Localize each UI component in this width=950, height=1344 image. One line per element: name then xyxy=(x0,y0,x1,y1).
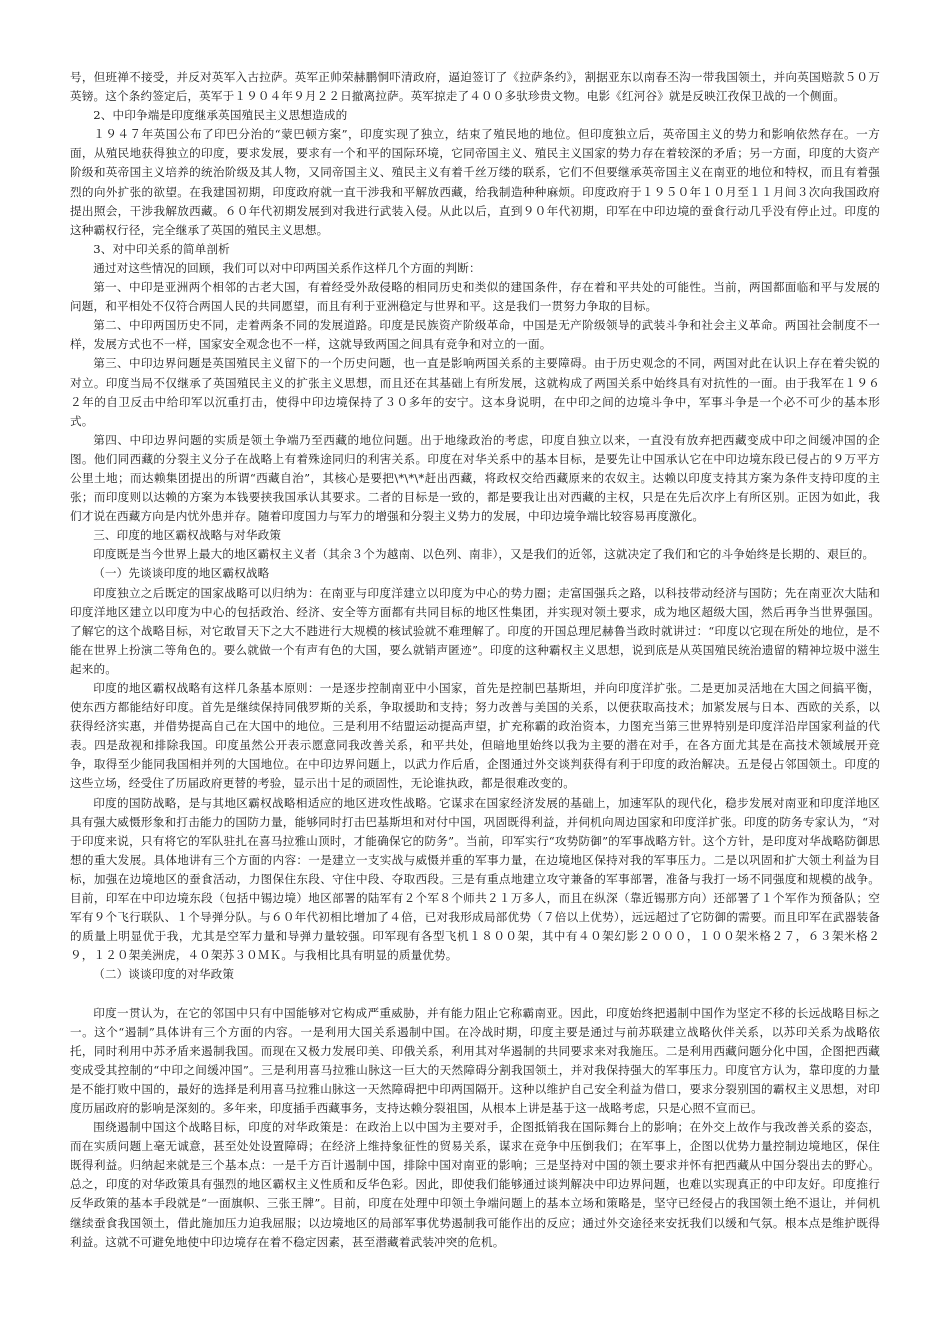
paragraph: 号，但班禅不接受，并反对英军入古拉萨。英军正帅荣赫鹏恫吓清政府，逼迫签订了《拉萨条约》，割据亚东以南春丕沟一带我国领土，并向英国赔款５０万英镑。这个条约签定后，英军于１９０４年９月２２日撤离拉萨。英军掠走了４００多驮珍贵文物。电影《红河谷》就是反映江孜保卫战的一个侧面。 xyxy=(70,70,880,104)
paragraph: 第四、中印边界问题的实质是领土争端乃至西藏的地位问题。出于地缘政治的考虑，印度自独立以来，一直没有放弃把西藏变成中印之间缓冲国的企图。他们同西藏的分裂主义分子在战略上有着殊途同归的利害关系。印度在对华关系中的基本目标，是要先让中国承认它在中印边境东段已侵占的９万平方公里土地；而达赖集团提出的所谓“西藏自治”，其核心是要把\*\*\*赶出西藏，将政权交给西藏原来的农奴主。达赖以印度支持其方案为条件支持印度的主张；而印度则以达赖的方案为本钱要挟我国承认其要求。二者的目标是一致的，都是要我让出对西藏的主权，只是在先后次序上有所区别。正因为如此，我们才说在西藏方向是内忧外患并存。随着印度国力与军力的增强和分裂主义势力的发展，中印边境争端比较容易再度激化。 xyxy=(70,432,880,524)
section-heading: 三、印度的地区霸权战略与对华政策 xyxy=(93,528,282,543)
section-heading: 3、对中印关系的简单剖析 xyxy=(93,241,230,256)
paragraph: 第二、中印两国历史不同，走着两条不同的发展道路。印度是民族资产阶级革命，中国是无产阶级领导的武装斗争和社会主义革命。两国社会制度不一样，发展方式也不一样，国家安全观念也不一样，这就导致两国之间具有竞争和对立的一面。 xyxy=(70,318,880,352)
paragraph: 印度独立之后既定的国家战略可以归纳为：在南亚与印度洋建立以印度为中心的势力圈；走富国强兵之路，以科技带动经济与国防；先在南亚次大陆和印度洋地区建立以印度为中心的包括政治、经济、安全等方面都有共同目标的地区性集团，并实现对领土要求，成为地区超级大国，然后再争当世界强国。了解它的这个战略目标，对它敢冒天下之大不韪进行大规模的核试验就不难理解了。印度的开国总理尼赫鲁当政时就讲过：“印度以它现在所处的地位，是不能在世界上扮演二等角色的。要么就做一个有声有色的大国，要么就销声匿迹”。印度的这种霸权主义思想，说到底是从英国殖民统治遗留的精神垃圾中滋生起来的。 xyxy=(70,585,880,676)
subsection-heading: （二）谈谈印度的对华政策 xyxy=(93,967,235,982)
paragraph: 印度一贯认为，在它的邻国中只有中国能够对它构成严重威胁，并有能力阻止它称霸南亚。因此，印度始终把遏制中国作为坚定不移的长远战略目标之一。这个“遏制”具体讲有三个方面的内容。一是利用大国关系遏制中国。在冷战时期，印度主要是通过与前苏联建立战略伙伴关系，以苏印关系为战略依托，同时利用中苏矛盾来遏制我国。而现在又极力发展印美、印俄关系，利用其对华遏制的共同要求来对我施压。二是利用西藏问题分化中国，企图把西藏变成受其控制的“中印之间缓冲国”。三是利用喜马拉雅山脉这一巨大的天然障碍分割我国领土，并对我保持强大的军事压力。印度官方认为，靠印度的力量是不能打败中国的，最好的选择是利用喜马拉雅山脉这一天然障碍把中印两国隔开。这种以维护自己安全利益为借口，要求分裂别国的霸权主义思想，对印度历届政府的影响是深刻的。多年来，印度插手西藏事务，支持达赖分裂祖国，从根本上讲是基于这一战略考虑，只是心照不宣而已。 xyxy=(70,1005,880,1115)
section-heading: 2、中印争端是印度继承英国殖民主义思想造成的 xyxy=(93,108,348,123)
subsection-heading: （一）先谈谈印度的地区霸权战略 xyxy=(93,566,270,581)
paragraph: 第三、中印边界问题是英国殖民主义留下的一个历史问题，也一直是影响两国关系的主要障碍。由于历史观念的不同，两国对此在认识上存在着尖锐的对立。印度当局不仅继承了英国殖民主义的扩张主义思想，而且还在其基础上有所发展，这就构成了两国关系中始终具有对抗性的一面。由于我军在１９６２年的自卫反击中给印军以沉重打击，使得中印边境保持了３０多年的安宁。这本身说明，在中印之间的边境斗争中，军事斗争是一个必不可少的基本形式。 xyxy=(70,356,880,428)
paragraph: １９４７年英国公布了印巴分治的“蒙巴顿方案”，印度实现了独立，结束了殖民地的地位。但印度独立后，英帝国主义的势力和影响依然存在。一方面，从殖民地获得独立的印度，要求发展，要求有一个和平的国际环境，它同帝国主义、殖民主义国家的势力存在着较深的矛盾；另一方面，印度的大资产阶级和英帝国主义培养的统治阶级及其人物，又同帝国主义、殖民主义有着千丝万缕的联系，它们不但要继承英帝国主义在南亚的地位和特权，而且有着强烈的向外扩张的欲望。在我建国初期，印度政府就一直干涉我和平解放西藏，给我制造种种麻烦。印度政府于１９５０年１０月至１１月间３次向我国政府提出照会，干涉我解放西藏。６０年代初期发展到对我进行武装入侵。从此以后，直到９０年代初期，印军在中印边境的蚕食行动几乎没有停止过。印度的这种霸权行径，完全继承了英国的殖民主义思想。 xyxy=(70,127,880,237)
paragraph: 第一、中印是亚洲两个相邻的古老大国，有着经受外敌侵略的相同历史和类似的建国条件，存在着和平共处的可能性。当前，两国都面临和平与发展的问题，和平相处不仅符合两国人民的共同愿望，而且有利于亚洲稳定与世界和平。这是我们一贯努力争取的目标。 xyxy=(70,280,880,314)
paragraph: 印度的地区霸权战略有这样几条基本原则：一是逐步控制南亚中小国家，首先是控制巴基斯坦，并向印度洋扩张。二是更加灵活地在大国之间搞平衡，使东西方都能结好印度。首先是继续保持同俄罗斯的关系，争取援助和支持；努力改善与美国的关系，以便获取高技术；加紧发展与日本、西欧的关系，以获得经济实惠，并借势提高自己在大国中的地位。三是利用不结盟运动提高声望，扩充称霸的政治资本，力图充当第三世界特别是印度洋沿岸国家利益的代表。四是敌视和排除我国。印度虽然公开表示愿意同我改善关系，和平共处，但暗地里始终以我为主要的潜在对手，在各方面尤其是在高技术领域展开竞争，取得至少能同我国相并列的大国地位。在中印边界问题上，以武力作后盾，企图通过外交谈判获得有利于印度的政治解决。五是侵占邻国领土。印度的这些立场，经受住了历届政府更替的考验，显示出十足的顽固性，无论谁执政，都是很难改变的。 xyxy=(70,681,880,791)
paragraph: 印度既是当今世界上最大的地区霸权主义者（其余３个为越南、以色列、南非），又是我们的近邻，这就决定了我们和它的斗争始终是长期的、艰巨的。 xyxy=(93,547,875,562)
document-body xyxy=(70,68,880,1252)
paragraph: 通过对这些情况的回顾，我们可以对中印两国关系作这样几个方面的判断： xyxy=(93,260,481,275)
paragraph: 围绕遏制中国这个战略目标，印度的对华政策是：在政治上以中国为主要对手，企图抵销我在国际舞台上的影响；在外交上故作与我改善关系的姿态，而在实质问题上毫无诚意，甚至处处设置障碍；在经济上维持象征性的贸易关系，谋求在竞争中压倒我们；在军事上，企图以优势力量控制边境地区，保住既得利益。归纳起来就是三个基本点：一是千方百计遏制中国，排除中国对南亚的影响；三是坚持对中国的领土要求并怀有把西藏从中国分裂出去的野心。总之，印度的对华政策具有强烈的地区霸权主义性质和反华色彩。因此，即使我们能够通过谈判解决中印边界问题，也难以实现真正的中印友好。印度推行反华政策的基本手段就是“一面旗帜、三张王牌”。目前，印度在处理中印领土争端问题上的基本立场和策略是，坚守已经侵占的我国领土绝不退让，并伺机继续蚕食我国领土，借此施加压力迫我屈服；以边境地区的局部军事优势遏制我可能作出的反应；通过外交途径来安抚我们以缓和气氛。根本点是维护既得利益。这就不可避免地使中印边境存在着不稳定因素，甚至潜藏着武装冲突的危机。 xyxy=(70,1120,880,1249)
paragraph: 印度的国防战略，是与其地区霸权战略相适应的地区进攻性战略。它谋求在国家经济发展的基础上，加速军队的现代化，稳步发展对南亚和印度洋地区具有强大威慑形象和打击能力的国防力量，能够同时打击巴基斯坦和对付中国，巩固既得利益，并伺机向周边国家和印度洋扩张。印度的防务专家认为，“对于印度来说，只有将它的军队驻扎在喜马拉雅山顶时，才能确保它的防务”。当前，印军实行“攻势防御”的军事战略方针。这个方针，是印度对华战略防御思想的重大发展。具体地讲有三个方面的内容：一是建立一支实战与威慑并重的军事力量，在边境地区保持对我的军事压力。二是以巩固和扩大领土利益为目标，加强在边境地区的蚕食活动，力图保住东段、守住中段、夺取西段。三是有重点地建立攻守兼备的军事部署，准备与我打一场不同强度和规模的战争。目前，印军在中印边境东段（包括中锡边境）地区部署的陆军有２个军８个师共２１万多人，而且在纵深（靠近锡那方向）还部署了１个军作为预备队；空军有９个飞行联队、１个导弹分队。与６０年代初相比增加了４倍，已对我形成局部优势（７倍以上优势），远远超过了它防御的需要。而且印军在武器装备的质量上明显优于我，尤其是空军力量和导弹力量较强。印军现有各型飞机１８００架，其中有４０架幻影２０００，１００架米格２７，６３架米格２９，１２０架美洲虎，４０架苏３０ＭＫ。与我相比具有明显的质量优势。 xyxy=(70,795,880,963)
